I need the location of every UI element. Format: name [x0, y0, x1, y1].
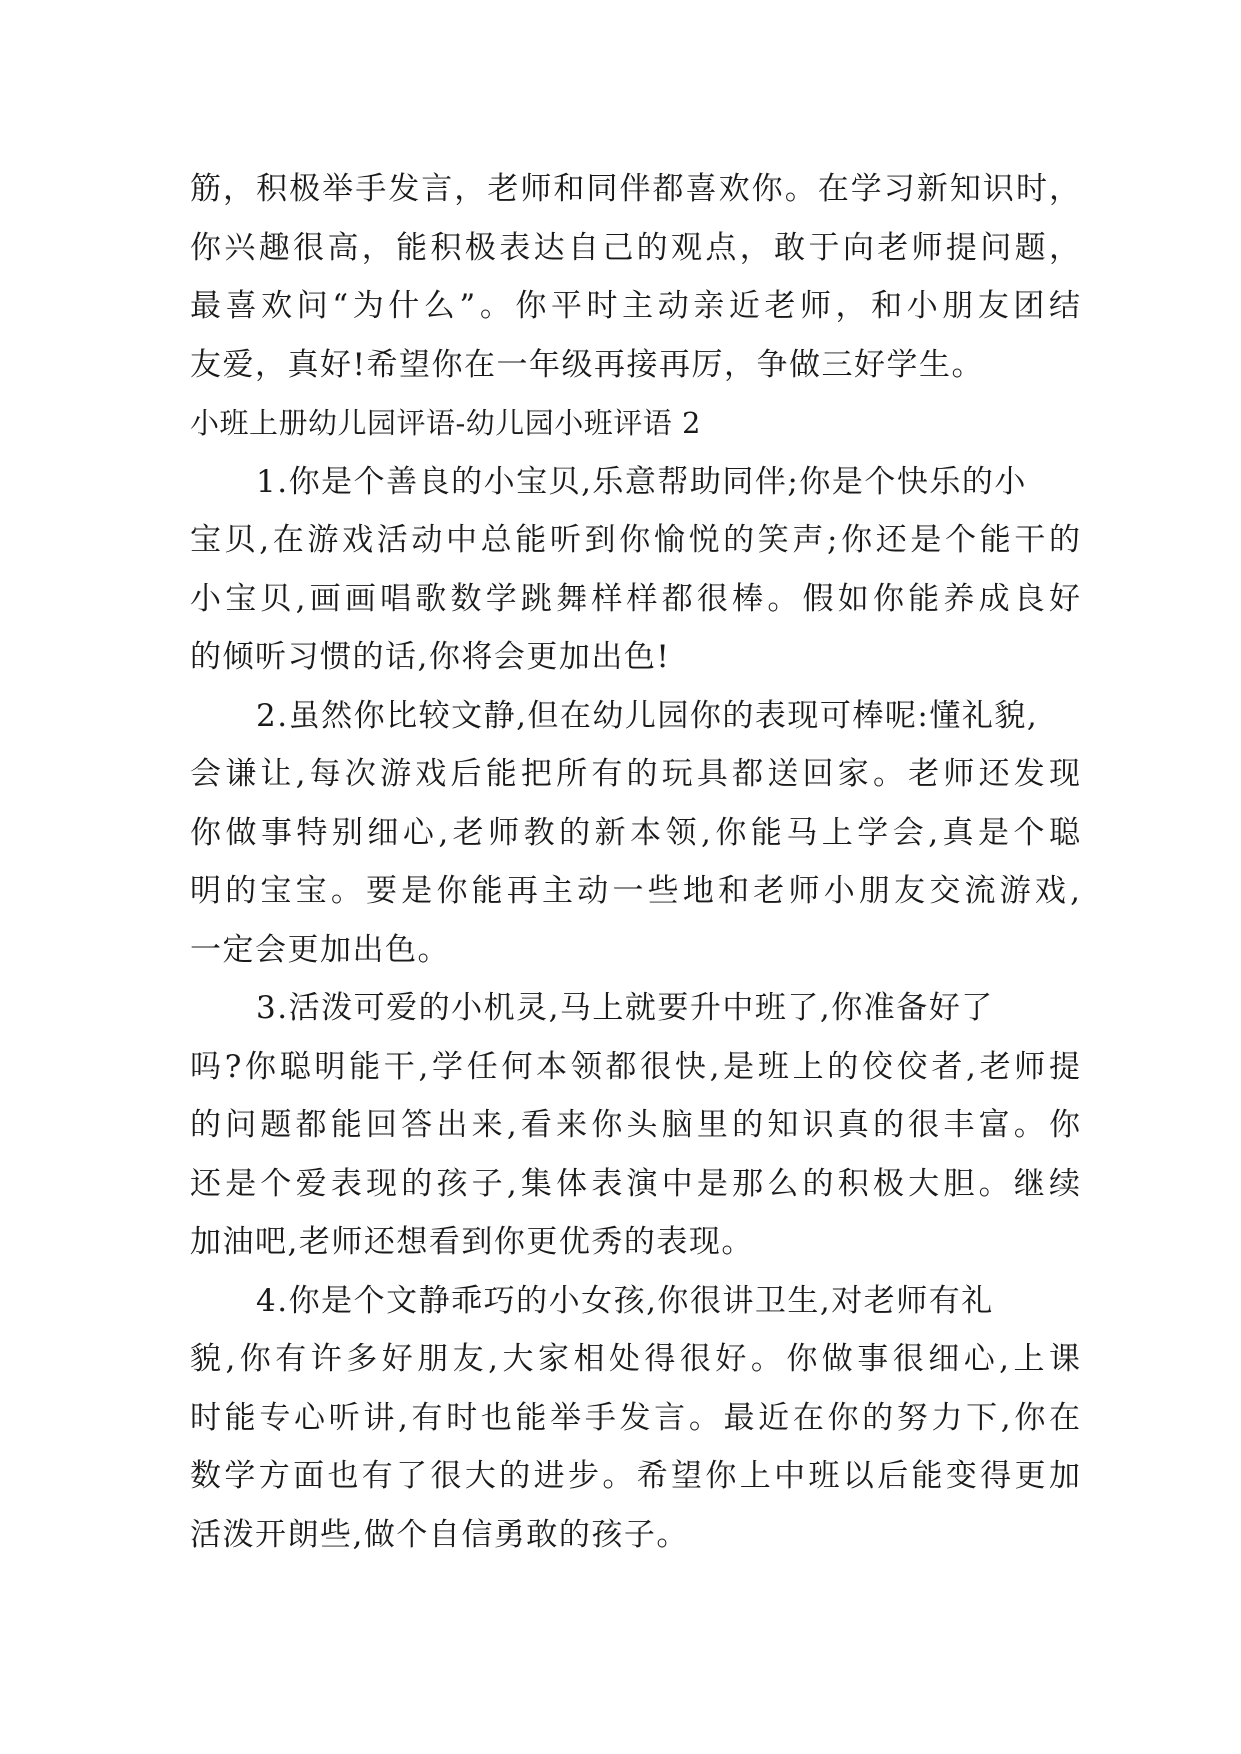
comment-3: [190, 979, 1080, 1272]
section-heading: 小班上册幼儿园评语-幼儿园小班评语 2: [190, 406, 701, 440]
text-line: 1.你是个善良的小宝贝,乐意帮助同伴;你是个快乐的小: [256, 463, 1027, 500]
text-line: 时能专心听讲,有时也能举手发言。最近在你的努力下,你在: [190, 1399, 1080, 1436]
text-line: 筋，积极举手发言，老师和同伴都喜欢你。在学习新知识时，: [190, 171, 1080, 207]
text-line: 会谦让,每次游戏后能把所有的玩具都送回家。老师还发现: [190, 756, 1080, 792]
text-line: 吗?你聪明能干,学任何本领都很快,是班上的佼佼者,老师提: [190, 1048, 1080, 1085]
text-line: 3.活泼可爱的小机灵,马上就要升中班了,你准备好了: [256, 990, 994, 1026]
text-line: 宝贝,在游戏活动中总能听到你愉悦的笑声;你还是个能干的: [190, 522, 1080, 558]
text-line: 还是个爱表现的孩子,集体表演中是那么的积极大胆。继续: [190, 1165, 1080, 1202]
text-line: 数学方面也有了很大的进步。希望你上中班以后能变得更加: [190, 1458, 1080, 1494]
text-line: 2.虽然你比较文静,但在幼儿园你的表现可棒呢:懂礼貌,: [256, 697, 1039, 734]
text-line: 小宝贝,画画唱歌数学跳舞样样都很棒。假如你能养成良好: [190, 580, 1080, 617]
comment-2: [190, 687, 1080, 980]
text-line: 最喜欢问“为什么”。你平时主动亲近老师，和小朋友团结: [190, 288, 1080, 324]
document-page: [190, 160, 1080, 1564]
comment-4: [190, 1272, 1080, 1565]
text-line: 4.你是个文静乖巧的小女孩,你很讲卫生,对老师有礼: [256, 1282, 994, 1319]
text-line: 友爱，真好!希望你在一年级再接再厉，争做三好学生。: [190, 346, 984, 383]
intro-paragraph: [190, 160, 1080, 394]
text-line: 加油吧,老师还想看到你更优秀的表现。: [190, 1224, 754, 1260]
text-line: 的问题都能回答出来,看来你头脑里的知识真的很丰富。你: [190, 1107, 1080, 1143]
text-line: 你做事特别细心,老师教的新本领,你能马上学会,真是个聪: [190, 814, 1080, 851]
text-line: 明的宝宝。要是你能再主动一些地和老师小朋友交流游戏,: [190, 873, 1080, 909]
text-line: 你兴趣很高，能积极表达自己的观点，敢于向老师提问题，: [190, 229, 1080, 266]
comment-1: [190, 453, 1080, 687]
text-line: 活泼开朗些,做个自信勇敢的孩子。: [190, 1516, 689, 1553]
text-line: 一定会更加出色。: [190, 931, 450, 968]
text-line: 貌,你有许多好朋友,大家相处得很好。你做事很细心,上课: [190, 1341, 1080, 1377]
text-line: 的倾听习惯的话,你将会更加出色!: [190, 639, 671, 675]
